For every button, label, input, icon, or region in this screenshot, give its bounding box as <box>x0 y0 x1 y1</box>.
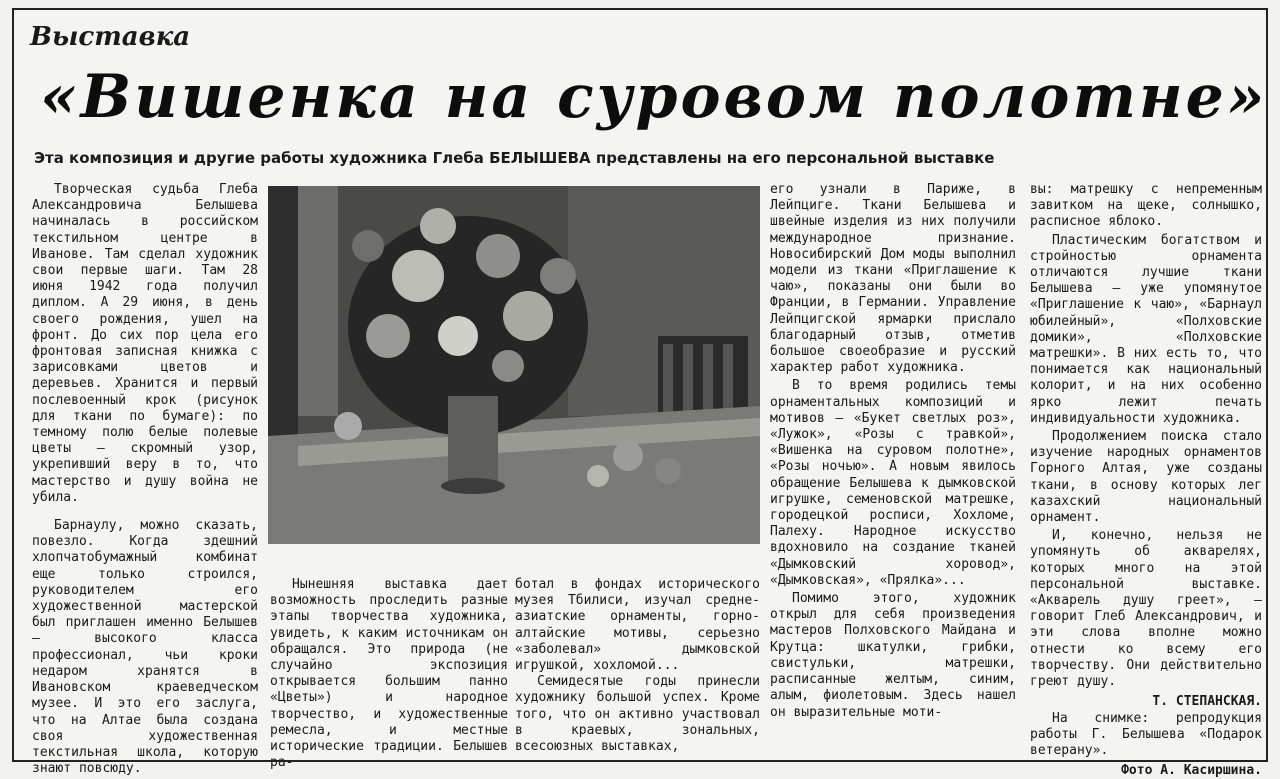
author-signature: Т. СТЕПАНСКАЯ. <box>1152 694 1262 710</box>
rubric: Выставка <box>30 22 191 52</box>
column-1 <box>32 182 258 777</box>
subheadline: Эта композиция и другие работы художника Глеба БЕЛЫШЕВА представлены на его персональной выставке <box>34 149 995 167</box>
column-5 <box>1030 182 1262 779</box>
paragraph: ботал в фондах исторического музея Тбилиси, изучал среднеазиатские орнаменты, горноалтайские мотивы, серьезно «заболевал» дымковской игрушкой, хохломой... <box>515 577 760 674</box>
column-4 <box>770 182 1016 752</box>
paragraph: Продолжением поиска стало изучение народных орнаментов Горного Алтая, уже созданы ткани, в основу которых лег казахский национальный орнамент. <box>1030 429 1262 526</box>
paragraph: вы: матрешку с непременным завитком на щеке, солнышко, расписное яблоко. <box>1030 182 1262 230</box>
paragraph: Пластическим богатством и стройностью орнамента отличаются лучшие ткани Белышева — уже упомянутое «Приглашение к чаю», «Барнаул юбилейный», «Полховские домики», «Полховские матрешки». В них есть то, что понимается как национальный колорит, и на них особенно ярко лежит печать индивидуальности художника. <box>1030 232 1262 426</box>
paragraph: Семидесятые годы принесли художнику большой успех. Кроме того, что он активно участвовал в краевых, зональных, всесоюзных выставках, <box>515 674 760 755</box>
paragraph: Творческая судьба Глеба Александровича Белышева начиналась в российском текстильном центре в Иванове. Там сделал художник свои первые шаги. Там 28 июня 1942 года получил диплом. А 29 июня, в день своего рождения, ушел на фронт. До сих пор цела его фронтовая записная книжка с зарисовками цветов и деревьев. Хранится и первый послевоенный крок (рисунок для ткани по бумаге): по темному полю белые полевые цветы — скромный узор, укрепивший веру в то, что мастерство и душу война не убила. <box>32 182 258 505</box>
column-2 <box>270 577 508 771</box>
paragraph: Нынешняя выставка дает возможность проследить разные этапы творчества художника, увидеть, к каким источникам он обращался. Это природа (не случайно экспозиция открывается большим панно «Цветы») и народное творчество, и художественные ремесла, и местные исторические традиции. Белышев ра- <box>270 577 508 771</box>
paragraph: Барнаулу, можно сказать, повезло. Когда здешний хлопчатобумажный комбинат еще только строился, руководителем его художественной мастерской был приглашен именно Белышев — высокого класса профессионал, чьи кроки недаром хранятся в Ивановском краеведческом музее. И это его заслуга, что на Алтае была создана своя художественная текстильная школа, которую знают повсюду. <box>32 518 258 777</box>
photo-flowers-vase-icon <box>268 186 760 544</box>
photo-credit: Фото А. Касиршина. <box>1121 763 1262 779</box>
paragraph: В то время родились темы орнаментальных композиций и мотивов — «Букет светлых роз», «Лужок», «Розы с травкой», «Вишенка на суровом полотне», «Розы ночью». А новым явилось обращение Белышева к дымковской игрушке, семеновской матрешке, городецкой росписи, Хохломе, Палеху. Народное искусство вдохновило на создание тканей «Дымковский хоровод», «Дымковская», «Прялка»... <box>770 378 1016 588</box>
headline: «Вишенка на суровом полотне» <box>40 62 1268 132</box>
paragraph: Помимо этого, художник открыл для себя произведения мастеров Полховского Майдана и Крутца: шкатулки, грибки, свистульки, матрешки, расписанные желтым, синим, алым, фиолетовым. Здесь нашел он выразительные моти- <box>770 591 1016 720</box>
article-photo <box>268 186 760 544</box>
paragraph: И, конечно, нельзя не упомянуть об акварелях, которых много на этой персональной выставке. «Акварель душу греет», — говорит Глеб Александрович, и эти слова вполне можно отнести ко всему его творчеству. Они действительно греют душу. <box>1030 528 1262 690</box>
photo-caption: На снимке: репродукция работы Г. Белышева «Подарок ветерану». <box>1030 710 1262 758</box>
paragraph: его узнали в Париже, в Лейпциге. Ткани Белышева и швейные изделия из них получили международное признание. Новосибирский Дом моды выполнил модели из ткани «Приглашение к чаю», показаны они были во Франции, в Германии. Управление Лейпцигской ярмарки прислало благодарный отзыв, отметив большое своеобразие и русский характер работ художника. <box>770 182 1016 376</box>
column-3 <box>515 577 760 755</box>
